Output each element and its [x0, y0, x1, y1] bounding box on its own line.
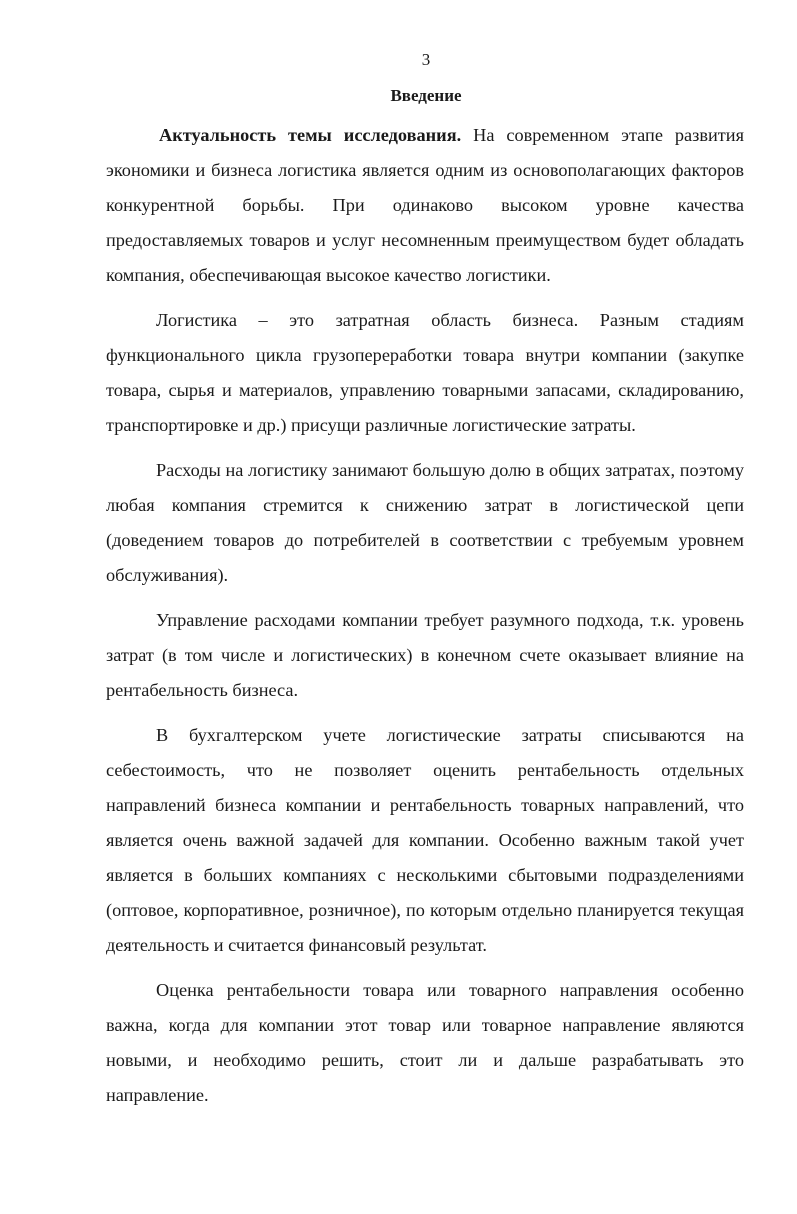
body-text: [106, 118, 744, 1123]
section-heading: Введение: [390, 86, 462, 105]
paragraph-accounting: В бухгалтерском учете логистические затраты списываются на себестоимость, что не позволяет оценить рентабельность отдельных направлений бизнеса компании и рентабельность товарных направлений, что является очень важной задачей для компании. Особенно важным такой учет является в больших компаниях с несколькими сбытовыми подразделениями (оптовое, корпоративное, розничное), по которым отдельно планируется текущая деятельность и считается финансовый результат.: [106, 725, 744, 955]
paragraph-evaluation: Оценка рентабельности товара или товарного направления особенно важна, когда для компании этот товар или товарное направление являются новыми, и необходимо решить, стоит ли и дальше разрабатывать это направление.: [106, 980, 744, 1105]
paragraph-lead: Актуальность темы исследования.: [159, 125, 462, 145]
paragraph-management: Управление расходами компании требует разумного подхода, т.к. уровень затрат (в том числе и логистических) в конечном счете оказывает влияние на рентабельность бизнеса.: [106, 610, 744, 700]
paragraph-relevance: [106, 118, 744, 293]
paragraph-logistics-costs: Логистика – это затратная область бизнеса. Разным стадиям функционального цикла грузопереработки товара внутри компании (закупке товара, сырья и материалов, управлению товарными запасами, складированию, транспортировке и др.) присущи различные логистические затраты.: [106, 310, 744, 435]
paragraph-expenses: Расходы на логистику занимают большую долю в общих затратах, поэтому любая компания стремится к снижению затрат в логистической цепи (доведением товаров до потребителей в соответствии с требуемым уровнем обслуживания).: [106, 460, 744, 585]
page-number: 3: [421, 50, 431, 69]
paragraph-text: На современном этапе развития экономики и бизнеса логистика является одним из основополагающих факторов конкурентной борьбы. При одинаково высоком уровне качества предоставляемых товаров и услуг несомненным преимуществом будет обладать компания, обеспечивающая высокое качество логистики.: [106, 125, 744, 285]
